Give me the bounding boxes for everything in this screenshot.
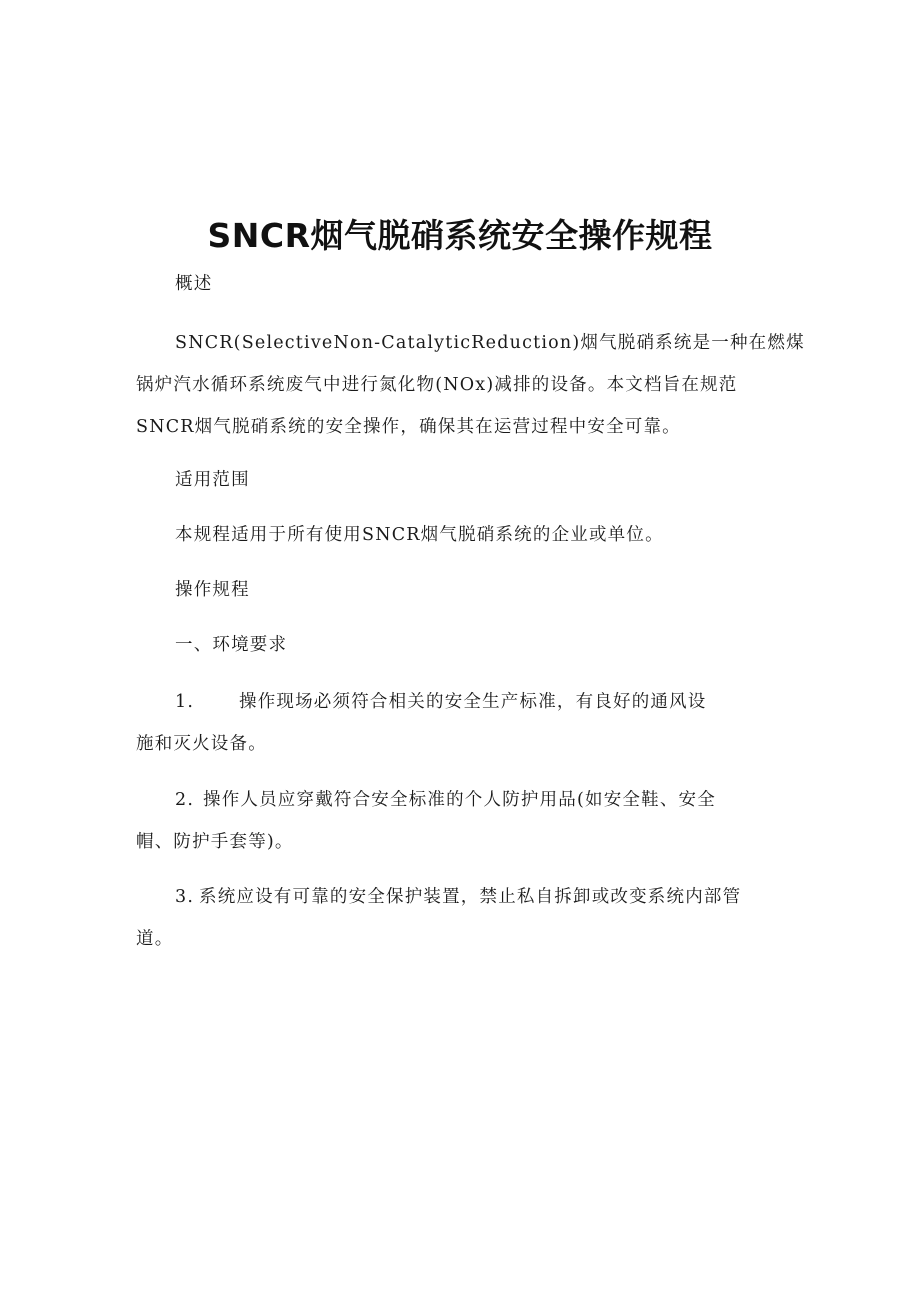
list-item-text: 操作人员应穿戴符合安全标准的个人防护用品(如安全鞋、安全	[203, 790, 716, 810]
overview-heading: 概述	[175, 274, 213, 294]
environment-heading: 一、环境要求	[175, 635, 288, 655]
list-item-number: 3.	[175, 887, 195, 907]
list-item-text: 操作现场必须符合相关的安全生产标准，有良好的通风设	[239, 692, 707, 712]
list-item-text: 施和灭火设备。	[136, 734, 267, 754]
procedure-heading: 操作规程	[175, 580, 250, 600]
list-item-number: 1.	[175, 692, 195, 712]
overview-line: 锅炉汽水循环系统废气中进行氮化物(NOx)减排的设备。本文档旨在规范	[136, 375, 738, 395]
list-item-text: 帽、防护手套等)。	[136, 832, 294, 852]
list-item-text: 系统应设有可靠的安全保护装置，禁止私自拆卸或改变系统内部管	[199, 887, 742, 907]
document-title: SNCR烟气脱硝系统安全操作规程	[207, 216, 713, 255]
list-item	[136, 681, 796, 765]
overview-line: SNCR(SelectiveNon-CatalyticReduction)烟气脱硝系统是一种在燃煤	[175, 333, 805, 353]
list-item-number: 2.	[175, 790, 195, 810]
list-item-text: 道。	[136, 929, 174, 949]
list-item	[136, 779, 796, 863]
overview-paragraph	[136, 322, 805, 448]
scope-heading: 适用范围	[175, 470, 250, 490]
list-item	[136, 876, 796, 960]
scope-paragraph: 本规程适用于所有使用SNCR烟气脱硝系统的企业或单位。	[175, 525, 664, 545]
overview-line: SNCR烟气脱硝系统的安全操作，确保其在运营过程中安全可靠。	[136, 417, 681, 437]
